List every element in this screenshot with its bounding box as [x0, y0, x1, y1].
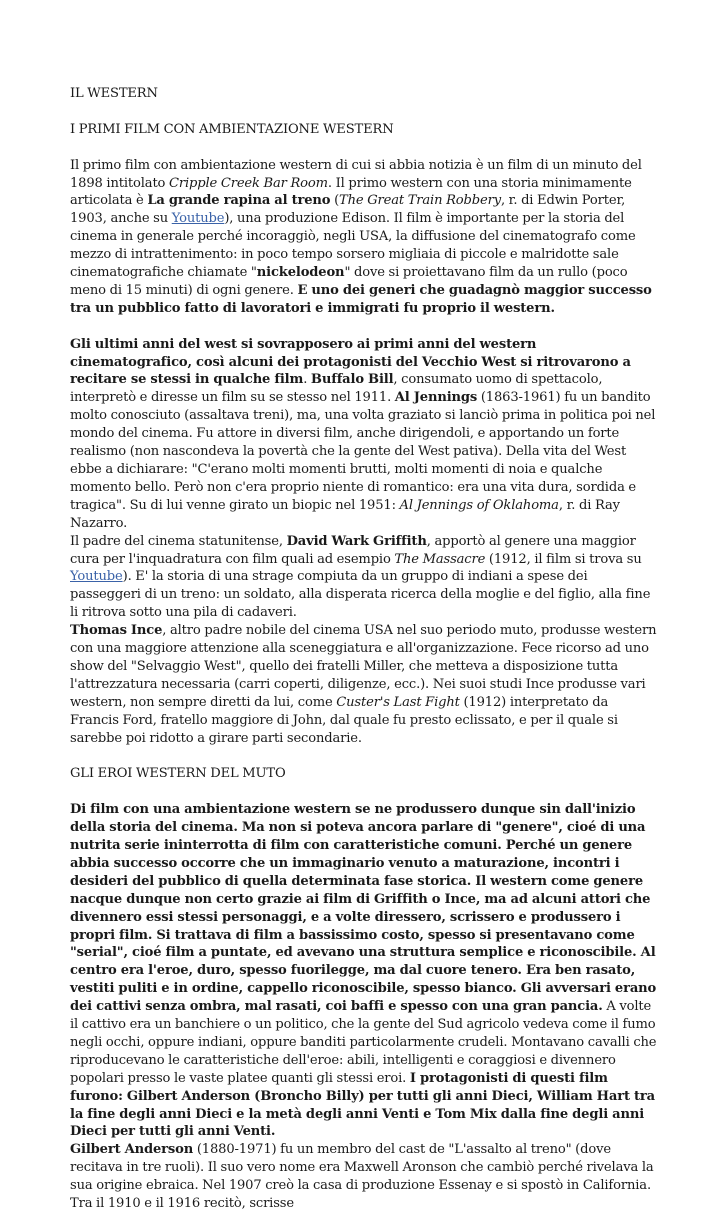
name-buffalo-bill: Buffalo Bill: [310, 372, 394, 388]
text-run: (: [330, 193, 340, 209]
text-run: (1912) interpretato da Francis Ford, fratello maggiore di John, dal quale fu presto eclissato, e per il quale si sarebbe poi ridotto a girare parti secondarie.: [70, 694, 618, 746]
name-al-jennings: Al Jennings: [394, 390, 478, 406]
text-run: . Il primo western con una storia minimamente articolata è: [70, 175, 632, 209]
paragraph-griffith: [70, 533, 660, 623]
text-run: , r. di Ray Nazarro.: [70, 497, 620, 531]
text-run: , altro padre nobile del cinema USA nel suo periodo muto, produsse western con una maggiore attenzione alla sceneggiatura e all'organizzazione. Fece ricorso ad uno show del "Selvaggio West", quello dei fratelli Miller, che metteva a disposizione tutta l'attrezzatura necessaria (carri coperti, diligenze, ecc.). Nei suoi studi Ince produsse vari western, non sempre diretti da lui, come: [70, 623, 657, 710]
film-title-great-train-robbery: The Great Train Robbery: [339, 193, 501, 209]
text-run: " dove si proiettavano film da un rullo (poco meno di 15 minuti) di ogni genere.: [70, 265, 628, 298]
text-run: , r. di Edwin Porter, 1903, anche su: [70, 193, 626, 227]
film-title-cripple-creek: Cripple Creek Bar Room: [169, 175, 328, 191]
film-title-la-grande-rapina: La grande rapina al treno: [147, 193, 331, 209]
film-title-custers-last-fight: Custer's Last Fight: [336, 694, 460, 710]
text-run: A volte il cattivo era un banchiere o un politico, che la gente del Sud agricolo vedeva come il fumo negli occhi, oppure indiani, oppure banditi particolarmente crudeli. Montavano cavalli che riproducevano le caratteristiche dell'eroe: abili, intelligenti e coraggiosi e divennero popolari presso le vaste platee quanti gli stessi eroi.: [70, 999, 657, 1086]
text-run: , apportò al genere una maggior cura per l'inquadratura con film quali ad esempio: [70, 533, 636, 567]
paragraph-ultimi-anni: [70, 336, 660, 533]
paragraph-primo-film: [70, 157, 660, 318]
film-title-al-jennings-of-oklahoma: Al Jennings of Oklahoma: [399, 497, 559, 513]
bold-statement: Di film con una ambientazione western se ne produssero dunque sin dall'inizio della storia del cinema. Ma non si poteva ancora parlare di "genere", cioé di una nutrita serie ininterrotta di film con caratteristiche comuni. Perché un genere abbia successo occorre che un immaginario venuto a maturazione, incontri i desideri del pubblico di quella determinata fase storica. Il western come genere nacque dunque non certo grazie ai film di Griffith o Ince, ma ad alcuni attori che divennero essi stessi personaggi, e a volte diressero, scrissero e produssero i propri film. Si trattava di film a bassissimo costo, spesso si presentavano come "serial", cioé film a puntate, ed avevano una struttura semplice e riconoscibile. Al centro era l'eroe, duro, spesso fuorilegge, ma dal cuore tenero. Era ben rasato, vestiti puliti e in ordine, cappello riconoscibile, spesso bianco. Gli avversari erano dei cattivi senza ombra, mal rasati, coi baffi e spesso con una gran pancia.: [70, 802, 657, 1015]
document-title: IL WESTERN: [70, 86, 158, 101]
text-run: Il padre del cinema statunitense,: [70, 533, 287, 549]
youtube-link[interactable]: Youtube: [171, 211, 225, 227]
paragraph-gilbert-anderson: [70, 1141, 660, 1213]
paragraph-genere: [70, 801, 660, 1141]
document-page: [70, 85, 660, 1213]
film-title-the-massacre: The Massacre: [394, 551, 486, 567]
text-run: (1912, il film si trova su: [485, 551, 642, 567]
paragraph-ince: [70, 622, 660, 747]
bold-statement: Gli ultimi anni del west si sovrapposero ai primi anni del western cinematografico, così alcuni dei protagonisti del Vecchio West si ritrovarono a recitare se stessi in qualche film: [70, 336, 631, 388]
text-run: Il primo film con ambientazione western di cui si abbia notizia è un film di un minuto del 1898 intitolato: [70, 157, 642, 191]
text-run: , consumato uomo di spettacolo, interpretò e diresse un film su se stesso nel 1911.: [70, 372, 603, 406]
bold-nickelodeon: nickelodeon: [256, 265, 345, 281]
text-run: .: [303, 372, 311, 388]
text-run: ). E' la storia di una strage compiuta da un gruppo di indiani a spese dei passeggeri di un treno: un soldato, alla disperata ricerca della moglie e del figlio, alla fine li ritrova sotto una pila di cadaveri.: [70, 569, 651, 621]
youtube-link[interactable]: Youtube: [70, 569, 123, 585]
text-run: (1863-1961) fu un bandito molto conosciuto (assaltava treni), ma, una volta graziato si lanciò prima in politica poi nel mondo del cinema. Fu attore in diversi film, anche dirigendoli, e apportando un forte realismo (non nascondeva la povertà che la gente del West pativa). Della vita del West ebbe a dichiarare: "C'erano molti momenti brutti, molti momenti di noia e qualche momento bello. Però non c'era proprio niente di romantico: era una vita dura, sordida e tragica". Su di lui venne girato un biopic nel 1951:: [70, 390, 656, 513]
section-heading-eroi-western: GLI EROI WESTERN DEL MUTO: [70, 766, 286, 782]
text-run: (1880-1971) fu un membro del cast de "L'assalto al treno" (dove recitava in tre ruoli). Il suo vero nome era Maxwell Aronson che cambiò perché rivelava la sua origine ebraica. Nel 1907 creò la casa di produzione Essenay e si spostò in California. Tra il 1910 e il 1916 recitò, scrisse: [70, 1142, 654, 1212]
text-run: ), una produzione Edison. Il film è importante per la storia del cinema in generale perché incoraggiò, negli USA, la diffusione del cinematografo come mezzo di intrattenimento: in poco tempo sorsero migliaia di piccole e malridotte sale cinematografiche chiamate ": [70, 211, 636, 281]
name-gilbert-anderson: Gilbert Anderson: [70, 1142, 194, 1158]
section-heading-primi-film: I PRIMI FILM CON AMBIENTAZIONE WESTERN: [70, 121, 394, 137]
name-thomas-ince: Thomas Ince: [70, 623, 163, 639]
bold-protagonisti: I protagonisti di questi film furono: Gilbert Anderson (Broncho Billy) per tutti gli anni Dieci, William Hart tra la fine degli anni Dieci e la metà degli anni Venti e Tom Mix dalla fine degli anni Dieci per tutti gli anni Venti.: [70, 1070, 655, 1140]
bold-statement: E uno dei generi che guadagnò maggior successo tra un pubblico fatto di lavoratori e immigrati fu proprio il western.: [70, 282, 652, 316]
name-griffith: David Wark Griffith: [286, 533, 427, 549]
